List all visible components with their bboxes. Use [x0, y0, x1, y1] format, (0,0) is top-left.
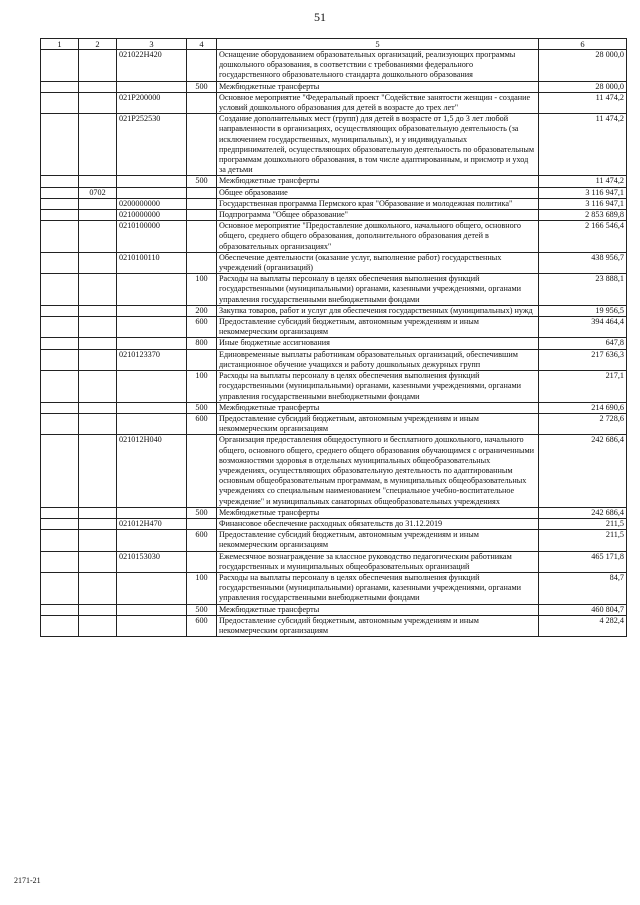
table-row	[41, 615, 627, 636]
cell-section	[41, 507, 79, 518]
cell-section	[41, 198, 79, 209]
cell-description: Основное мероприятие "Предоставление дошкольного, начального общего, основного общего, среднего общего образования, дополнительного образования детей в образовательных организациях"	[217, 221, 539, 253]
table-row	[41, 187, 627, 198]
cell-target-code: 021012Н040	[117, 435, 187, 507]
table-row	[41, 507, 627, 518]
cell-description: Межбюджетные трансферты	[217, 507, 539, 518]
cell-description: Межбюджетные трансферты	[217, 604, 539, 615]
cell-subsection	[79, 572, 117, 604]
header-col-2: 2	[79, 39, 117, 50]
cell-target-code	[117, 507, 187, 518]
cell-subsection	[79, 551, 117, 572]
cell-amount: 2 853 689,8	[539, 210, 627, 221]
table-row	[41, 252, 627, 273]
cell-target-code	[117, 317, 187, 338]
cell-amount: 242 686,4	[539, 435, 627, 507]
cell-section	[41, 221, 79, 253]
cell-description: Финансовое обеспечение расходных обязательств до 31.12.2019	[217, 518, 539, 529]
cell-target-code: 0200000000	[117, 198, 187, 209]
cell-amount: 11 474,2	[539, 114, 627, 176]
table-row	[41, 530, 627, 551]
cell-expense-type	[187, 114, 217, 176]
cell-expense-type: 100	[187, 274, 217, 306]
cell-amount: 465 171,8	[539, 551, 627, 572]
cell-target-code	[117, 81, 187, 92]
cell-description: Межбюджетные трансферты	[217, 81, 539, 92]
cell-expense-type	[187, 92, 217, 113]
cell-expense-type: 500	[187, 81, 217, 92]
cell-target-code: 021022Н420	[117, 50, 187, 82]
cell-description: Расходы на выплаты персоналу в целях обеспечения выполнения функций государственными (муниципальными) органами, казенными учреждениями, органами управления государственными внебюджетными фондами	[217, 572, 539, 604]
cell-expense-type: 500	[187, 176, 217, 187]
cell-target-code: 0210153030	[117, 551, 187, 572]
cell-subsection	[79, 252, 117, 273]
cell-amount: 438 956,7	[539, 252, 627, 273]
cell-section	[41, 349, 79, 370]
table-row	[41, 551, 627, 572]
cell-expense-type	[187, 210, 217, 221]
header-col-4: 4	[187, 39, 217, 50]
cell-description: Предоставление субсидий бюджетным, автономным учреждениям и иным некоммерческим организациям	[217, 317, 539, 338]
cell-expense-type	[187, 50, 217, 82]
cell-amount: 11 474,2	[539, 176, 627, 187]
table-row	[41, 317, 627, 338]
cell-target-code	[117, 274, 187, 306]
header-col-1: 1	[41, 39, 79, 50]
cell-target-code	[117, 604, 187, 615]
cell-expense-type	[187, 518, 217, 529]
cell-subsection	[79, 530, 117, 551]
cell-subsection	[79, 507, 117, 518]
cell-subsection	[79, 198, 117, 209]
table-row	[41, 210, 627, 221]
cell-expense-type	[187, 551, 217, 572]
cell-target-code: 0210100000	[117, 221, 187, 253]
cell-description: Общее образование	[217, 187, 539, 198]
cell-amount: 394 464,4	[539, 317, 627, 338]
cell-subsection	[79, 402, 117, 413]
cell-target-code: 021012Н470	[117, 518, 187, 529]
table-row	[41, 435, 627, 507]
cell-subsection	[79, 338, 117, 349]
cell-target-code	[117, 371, 187, 403]
cell-subsection	[79, 349, 117, 370]
cell-description: Обеспечение деятельности (оказание услуг, выполнение работ) государственных учреждений (организаций)	[217, 252, 539, 273]
cell-amount: 4 282,4	[539, 615, 627, 636]
cell-amount: 211,5	[539, 530, 627, 551]
cell-description: Межбюджетные трансферты	[217, 402, 539, 413]
header-col-5: 5	[217, 39, 539, 50]
table-row	[41, 221, 627, 253]
cell-expense-type: 600	[187, 317, 217, 338]
budget-table-body	[41, 39, 627, 637]
cell-section	[41, 274, 79, 306]
table-row	[41, 572, 627, 604]
cell-expense-type: 100	[187, 371, 217, 403]
cell-expense-type: 500	[187, 507, 217, 518]
table-row	[41, 198, 627, 209]
table-row	[41, 50, 627, 82]
cell-amount: 2 728,6	[539, 413, 627, 434]
cell-amount: 2 166 546,4	[539, 221, 627, 253]
cell-target-code	[117, 413, 187, 434]
cell-section	[41, 413, 79, 434]
cell-expense-type: 500	[187, 604, 217, 615]
cell-target-code	[117, 338, 187, 349]
budget-table	[40, 38, 627, 637]
cell-subsection	[79, 435, 117, 507]
cell-subsection	[79, 176, 117, 187]
cell-section	[41, 92, 79, 113]
cell-description: Предоставление субсидий бюджетным, автономным учреждениям и иным некоммерческим организациям	[217, 530, 539, 551]
table-row	[41, 114, 627, 176]
cell-section	[41, 435, 79, 507]
cell-target-code: 0210000000	[117, 210, 187, 221]
cell-expense-type	[187, 221, 217, 253]
cell-amount: 214 690,6	[539, 402, 627, 413]
cell-amount: 217 636,3	[539, 349, 627, 370]
cell-target-code	[117, 530, 187, 551]
cell-section	[41, 530, 79, 551]
cell-amount: 647,8	[539, 338, 627, 349]
cell-subsection	[79, 81, 117, 92]
table-row	[41, 349, 627, 370]
cell-description: Расходы на выплаты персоналу в целях обеспечения выполнения функций государственными (муниципальными) органами, казенными учреждениями, органами управления государственными внебюджетными фондами	[217, 371, 539, 403]
cell-expense-type: 800	[187, 338, 217, 349]
cell-subsection	[79, 114, 117, 176]
cell-expense-type: 100	[187, 572, 217, 604]
cell-subsection	[79, 221, 117, 253]
table-row	[41, 371, 627, 403]
cell-amount: 211,5	[539, 518, 627, 529]
table-row	[41, 274, 627, 306]
table-row	[41, 92, 627, 113]
cell-section	[41, 551, 79, 572]
cell-section	[41, 604, 79, 615]
page-number: 51	[314, 10, 326, 24]
cell-description: Расходы на выплаты персоналу в целях обеспечения выполнения функций государственными (муниципальными) органами, казенными учреждениями, органами управления государственными внебюджетными фондами	[217, 274, 539, 306]
cell-subsection	[79, 50, 117, 82]
cell-expense-type: 600	[187, 413, 217, 434]
cell-target-code	[117, 615, 187, 636]
cell-section	[41, 81, 79, 92]
cell-amount: 28 000,0	[539, 81, 627, 92]
cell-section	[41, 114, 79, 176]
cell-amount: 217,1	[539, 371, 627, 403]
cell-description: Оснащение оборудованием образовательных организаций, реализующих программы дошкольного образования, в соответствии с требованиями федерального государственного образовательного стандарта дошкольного образования	[217, 50, 539, 82]
cell-expense-type: 600	[187, 615, 217, 636]
cell-amount: 84,7	[539, 572, 627, 604]
cell-target-code: 0210123370	[117, 349, 187, 370]
cell-subsection	[79, 92, 117, 113]
cell-section	[41, 317, 79, 338]
cell-amount: 23 888,1	[539, 274, 627, 306]
cell-description: Закупка товаров, работ и услуг для обеспечения государственных (муниципальных) нужд	[217, 305, 539, 316]
table-header-row	[41, 39, 627, 50]
cell-amount: 28 000,0	[539, 50, 627, 82]
cell-section	[41, 615, 79, 636]
table-row	[41, 305, 627, 316]
cell-expense-type: 500	[187, 402, 217, 413]
cell-amount: 3 116 947,1	[539, 187, 627, 198]
cell-section	[41, 50, 79, 82]
table-row	[41, 413, 627, 434]
cell-expense-type	[187, 349, 217, 370]
cell-description: Организация предоставления общедоступного и бесплатного дошкольного, начального общего, основного общего, среднего общего образования обучающимся с ограниченными возможностями здоровья в отдельных муниципальных общеобразовательных учреждениях, осуществляющих образовательную деятельность по адаптированным основным общеобразовательным программам, в муниципальных общеобразовательных учреждениях со специальным наименованием "специальное учебно-воспитательное учреждение" и муниципальных санаторных общеобразовательных учреждениях	[217, 435, 539, 507]
table-row	[41, 604, 627, 615]
cell-amount: 11 474,2	[539, 92, 627, 113]
cell-expense-type	[187, 187, 217, 198]
cell-description: Предоставление субсидий бюджетным, автономным учреждениям и иным некоммерческим организациям	[217, 615, 539, 636]
cell-expense-type	[187, 252, 217, 273]
document-code: 2171-21	[14, 876, 41, 885]
cell-description: Подпрограмма "Общее образование"	[217, 210, 539, 221]
cell-section	[41, 176, 79, 187]
table-row	[41, 176, 627, 187]
table-row	[41, 518, 627, 529]
cell-expense-type	[187, 198, 217, 209]
cell-subsection: 0702	[79, 187, 117, 198]
cell-expense-type: 600	[187, 530, 217, 551]
cell-description: Единовременные выплаты работникам образовательных организаций, обеспечившим дистанционное обучение учащихся и работу дошкольных дежурных групп	[217, 349, 539, 370]
cell-section	[41, 518, 79, 529]
header-col-6: 6	[539, 39, 627, 50]
cell-target-code	[117, 176, 187, 187]
cell-section	[41, 252, 79, 273]
cell-section	[41, 371, 79, 403]
cell-subsection	[79, 371, 117, 403]
cell-amount: 460 804,7	[539, 604, 627, 615]
cell-subsection	[79, 274, 117, 306]
cell-section	[41, 338, 79, 349]
cell-section	[41, 572, 79, 604]
cell-expense-type: 200	[187, 305, 217, 316]
cell-subsection	[79, 210, 117, 221]
cell-subsection	[79, 317, 117, 338]
cell-description: Предоставление субсидий бюджетным, автономным учреждениям и иным некоммерческим организациям	[217, 413, 539, 434]
cell-description: Основное мероприятие "Федеральный проект "Содействие занятости женщин - создание условий дошкольного образования для детей в возрасте до трех лет"	[217, 92, 539, 113]
cell-section	[41, 210, 79, 221]
header-col-3: 3	[117, 39, 187, 50]
cell-subsection	[79, 518, 117, 529]
cell-description: Ежемесячное вознаграждение за классное руководство педагогическим работникам государственных и муниципальных общеобразовательных организаций	[217, 551, 539, 572]
table-row	[41, 338, 627, 349]
cell-amount: 242 686,4	[539, 507, 627, 518]
cell-subsection	[79, 604, 117, 615]
cell-amount: 3 116 947,1	[539, 198, 627, 209]
cell-section	[41, 305, 79, 316]
cell-target-code: 021Р252530	[117, 114, 187, 176]
cell-target-code	[117, 402, 187, 413]
table-row	[41, 402, 627, 413]
cell-target-code	[117, 187, 187, 198]
cell-target-code: 0210100110	[117, 252, 187, 273]
cell-description: Государственная программа Пермского края "Образование и молодежная политика"	[217, 198, 539, 209]
cell-description: Межбюджетные трансферты	[217, 176, 539, 187]
cell-subsection	[79, 305, 117, 316]
cell-description: Создание дополнительных мест (групп) для детей в возрасте от 1,5 до 3 лет любой направленности в организациях, осуществляющих образовательную деятельность (за исключением государственных, муниципальных), и у индивидуальных предпринимателей, осуществляющих образовательную деятельность по образовательным программам дошкольного образования, в том числе адаптированным, и присмотр и уход за детьми	[217, 114, 539, 176]
cell-section	[41, 402, 79, 413]
cell-section	[41, 187, 79, 198]
cell-subsection	[79, 615, 117, 636]
cell-target-code	[117, 305, 187, 316]
cell-subsection	[79, 413, 117, 434]
cell-description: Иные бюджетные ассигнования	[217, 338, 539, 349]
cell-amount: 19 956,5	[539, 305, 627, 316]
cell-expense-type	[187, 435, 217, 507]
table-row	[41, 81, 627, 92]
cell-target-code	[117, 572, 187, 604]
cell-target-code: 021Р200000	[117, 92, 187, 113]
